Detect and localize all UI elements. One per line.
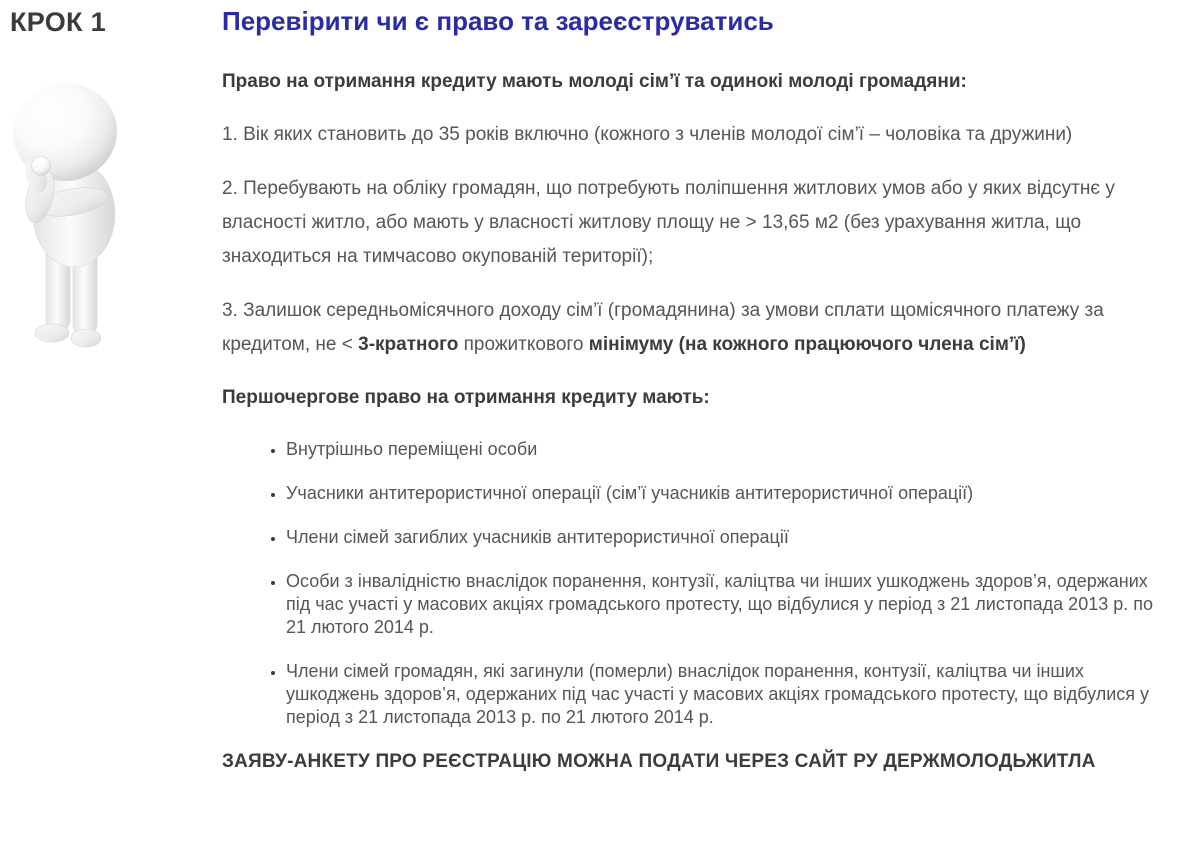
priority-list-item: • Члени сімей громадян, які загинули (померли) внаслідок поранення, контузії, каліцтва чи інших ушкоджень здоров’я, одержаних під час участі у масових акціях громадського протесту, що відбулися у період з 21 листопада 2013 р. по 21 лютого 2014 р. bbox=[286, 660, 1164, 729]
condition-1: 1. Вік яких становить до 35 років включно (кожного з членів молодої сім’ї – чоловіка та дружини) bbox=[222, 124, 1073, 145]
eligibility-heading: Право на отримання кредиту мають молоді сім’ї та одинокі молоді громадяни: bbox=[222, 71, 967, 92]
content-column bbox=[222, 6, 1164, 774]
condition-2: 2. Перебувають на обліку громадян, що потребують поліпшення житлових умов або у яких відсутнє у власності житло, або мають у власності житлову площу не > 13,65 м2 (без урахування житла, що знаходиться на тимчасово окупованій території); bbox=[222, 178, 1115, 267]
priority-heading: Першочергове право на отримання кредиту мають: bbox=[222, 387, 710, 408]
page-title: Перевірити чи є право та зареєструватись bbox=[222, 6, 774, 36]
priority-list-item: • Особи з інвалідністю внаслідок поранення, контузії, каліцтва чи інших ушкоджень здоров’я, одержаних під час участі у масових акціях громадського протесту, що відбулися у період з 21 листопада 2013 р. по 21 лютого 2014 р. bbox=[286, 570, 1164, 639]
condition-3 bbox=[222, 294, 1162, 362]
condition-3-text: 3. Залишок середньомісячного доходу сім’ї (громадянина) за умови сплати щомісячного платежу за кредитом, не < bbox=[222, 300, 1104, 355]
condition-3-text-2: прожиткового bbox=[458, 334, 589, 355]
thinking-person-3d-image bbox=[10, 80, 122, 362]
priority-list bbox=[222, 438, 1164, 729]
registration-note: ЗАЯВУ-АНКЕТУ ПРО РЕЄСТРАЦІЮ МОЖНА ПОДАТИ ЧЕРЕЗ САЙТ РУ ДЕРЖМОЛОДЬЖИТЛА bbox=[222, 751, 1096, 772]
thinking-person-figure bbox=[10, 80, 122, 362]
priority-list-item: • Учасники антитерористичної операції (сім’ї учасників антитерористичної операції) bbox=[286, 482, 1164, 505]
condition-3-bold-2: мінімуму (на кожного працюючого члена сім’ї) bbox=[588, 334, 1026, 355]
step-label: КРОК 1 bbox=[10, 7, 106, 37]
condition-3-bold-1: 3-кратного bbox=[358, 334, 459, 355]
left-column bbox=[10, 6, 222, 774]
priority-list-item: • Члени сімей загиблих учасників антитерористичної операції bbox=[286, 526, 1164, 549]
priority-list-item: • Внутрішньо переміщені особи bbox=[286, 438, 1164, 461]
